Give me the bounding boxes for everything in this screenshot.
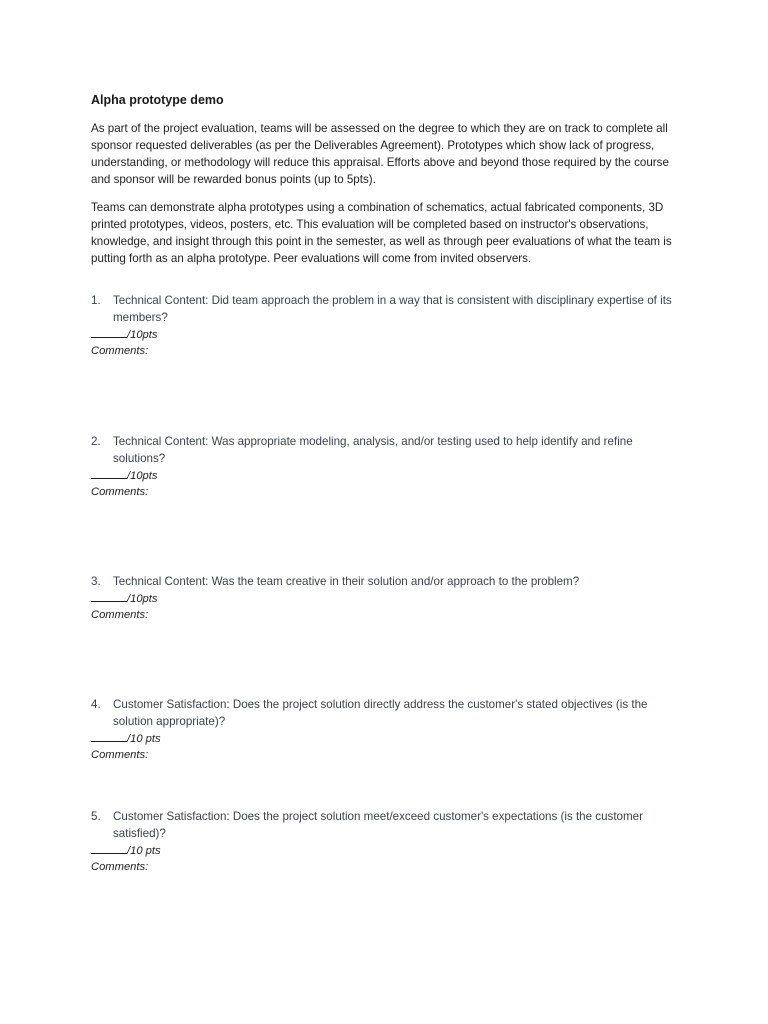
- score-max: /10 pts: [127, 732, 161, 745]
- score-line: [91, 468, 683, 485]
- comments-label: Comments:: [91, 748, 149, 761]
- question-text: Technical Content: Was the team creative in their solution and/or approach to the problem?: [113, 575, 580, 588]
- score-blank[interactable]: [91, 843, 127, 854]
- score-blank[interactable]: [91, 468, 127, 479]
- score-line: [91, 843, 683, 860]
- score-max: /10pts: [127, 469, 158, 482]
- comments-label: Comments:: [91, 608, 149, 621]
- score-max: /10 pts: [127, 844, 161, 857]
- question-5: [91, 809, 683, 875]
- question-number: 2.: [91, 435, 101, 448]
- question-2: [91, 434, 683, 500]
- score-line: [91, 591, 683, 608]
- question-number: 1.: [91, 294, 101, 307]
- question-text: Technical Content: Did team approach the problem in a way that is consistent with disciplinary expertise of its members?: [113, 294, 672, 324]
- comments-label: Comments:: [91, 860, 149, 873]
- question-text: Customer Satisfaction: Does the project solution meet/exceed customer's expectations (is the customer satisfied)?: [113, 810, 643, 840]
- question-4: [91, 697, 683, 763]
- score-blank[interactable]: [91, 591, 127, 602]
- document-title: Alpha prototype demo: [91, 93, 224, 107]
- score-max: /10pts: [127, 592, 158, 605]
- score-max: /10pts: [127, 328, 158, 341]
- question-1: [91, 293, 683, 359]
- intro-paragraph: As part of the project evaluation, teams will be assessed on the degree to which they are on track to complete all sponsor requested deliverables (as per the Deliverables Agreement). Prototypes which show lack of progress, understanding, or methodology will reduce this appraisal. Efforts above and beyond those required by the course and sponsor will be rewarded bonus points (up to 5pts).: [91, 122, 669, 186]
- question-3: [91, 574, 683, 624]
- question-text: Technical Content: Was appropriate modeling, analysis, and/or testing used to help identify and refine solutions?: [113, 435, 633, 465]
- question-number: 3.: [91, 575, 101, 588]
- score-line: [91, 327, 683, 344]
- question-text: Customer Satisfaction: Does the project solution directly address the customer's stated objectives (is the solution appropriate)?: [113, 698, 648, 728]
- question-number: 4.: [91, 698, 101, 711]
- score-blank[interactable]: [91, 731, 127, 742]
- prototype-paragraph: Teams can demonstrate alpha prototypes using a combination of schematics, actual fabricated components, 3D printed prototypes, videos, posters, etc. This evaluation will be completed based on instructor's observations, knowledge, and insight through this point in the semester, as well as through peer evaluations of what the team is putting forth as an alpha prototype. Peer evaluations will come from invited observers.: [91, 201, 672, 265]
- comments-label: Comments:: [91, 344, 149, 357]
- score-line: [91, 731, 683, 748]
- score-blank[interactable]: [91, 327, 127, 338]
- question-number: 5.: [91, 810, 101, 823]
- comments-label: Comments:: [91, 485, 149, 498]
